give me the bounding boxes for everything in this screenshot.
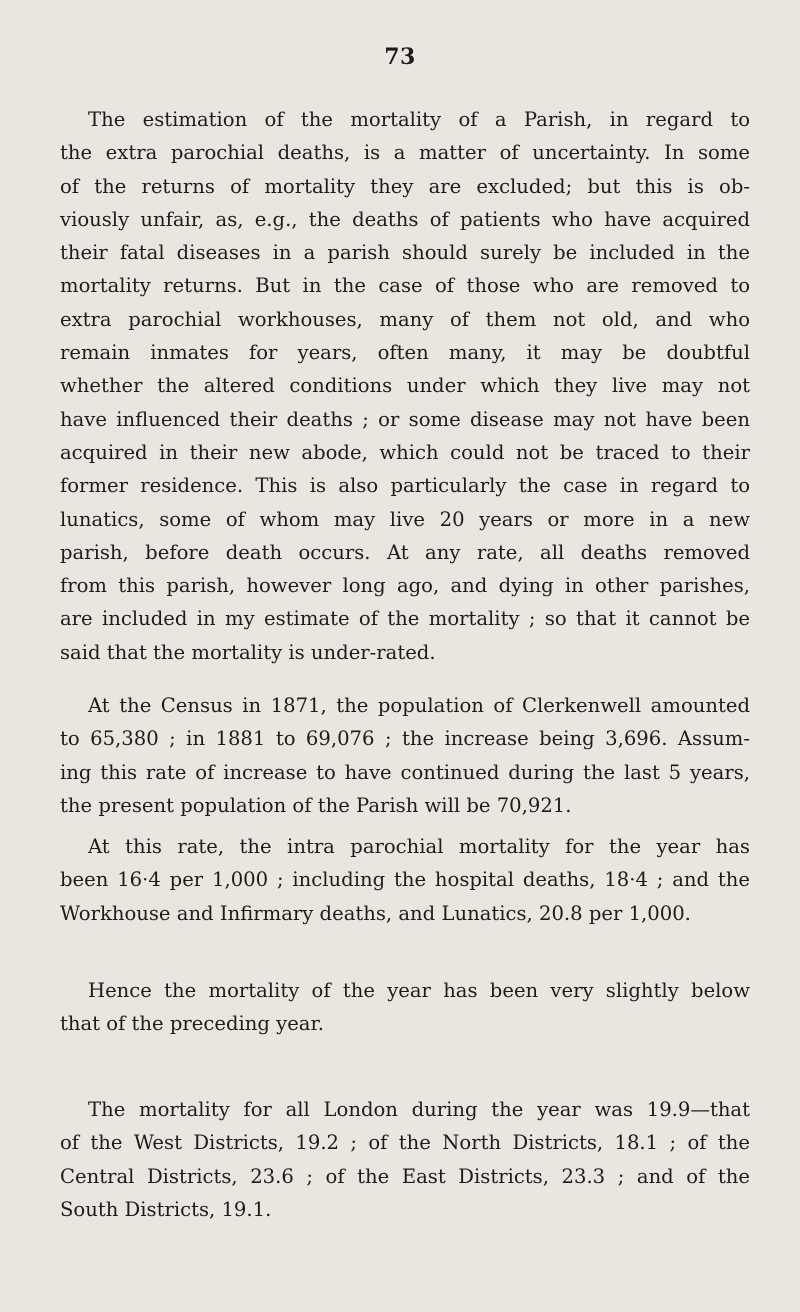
paragraph-extra-parochial-deaths [60, 103, 750, 669]
text-line: have influenced their deaths ; or some disease may not have been [60, 407, 750, 431]
paragraph-comparison [60, 974, 750, 1041]
text-line: said that the mortality is under-rated. [60, 640, 436, 664]
text-line: mortality returns. But in the case of those who are removed to [60, 274, 750, 298]
text-line: that of the preceding year. [60, 1012, 324, 1036]
text-line: from this parish, however long ago, and dying in other parishes, [60, 574, 750, 598]
text-line: to 65,380 ; in 1881 to 69,076 ; the increase being 3,696. Assum- [60, 727, 750, 751]
text-line: the extra parochial deaths, is a matter of uncertainty. In some [60, 141, 750, 165]
text-line: their fatal diseases in a parish should surely be included in the [60, 241, 750, 265]
paragraph-mortality-rates [60, 830, 750, 930]
text-line: remain inmates for years, often many, it may be doubtful [60, 341, 750, 365]
text-line: lunatics, some of whom may live 20 years or more in a new [60, 507, 750, 531]
text-line: of the returns of mortality they are excluded; but this is ob- [60, 174, 750, 198]
text-line: The estimation of the mortality of a Parish, in regard to [88, 108, 750, 131]
text-line: former residence. This is also particularly the case in regard to [60, 474, 750, 498]
text-line: of the West Districts, 19.2 ; of the North Districts, 18.1 ; of the [60, 1131, 750, 1155]
text-line: Central Districts, 23.6 ; of the East Districts, 23.3 ; and of the [60, 1164, 750, 1188]
text-line: been 16·4 per 1,000 ; including the hospital deaths, 18·4 ; and the [60, 868, 750, 892]
text-line: extra parochial workhouses, many of them not old, and who [60, 307, 750, 331]
text-line: Hence the mortality of the year has been very slightly below [88, 979, 750, 1002]
text-line: Workhouse and Infirmary deaths, and Lunatics, 20.8 per 1,000. [60, 901, 691, 925]
text-line: parish, before death occurs. At any rate, all deaths removed [60, 540, 750, 564]
text-line: viously unfair, as, e.g., the deaths of patients who have acquired [60, 207, 750, 231]
text-line: are included in my estimate of the mortality ; so that it cannot be [60, 607, 750, 631]
text-line: At this rate, the intra parochial mortality for the year has [88, 835, 750, 858]
text-line: the present population of the Parish will be 70,921. [60, 793, 572, 817]
paragraph-london-mortality [60, 1093, 750, 1226]
text-line: South Districts, 19.1. [60, 1197, 272, 1221]
text-line: The mortality for all London during the year was 19.9—that [88, 1098, 750, 1121]
text-line: acquired in their new abode, which could not be traced to their [60, 440, 750, 464]
text-line: ing this rate of increase to have continued during the last 5 years, [60, 760, 750, 784]
paragraph-census-population [60, 689, 750, 822]
text-line: At the Census in 1871, the population of Clerkenwell amounted [88, 694, 750, 717]
page-number: 73 [384, 44, 416, 70]
text-line: whether the altered conditions under which they live may not [60, 374, 750, 398]
